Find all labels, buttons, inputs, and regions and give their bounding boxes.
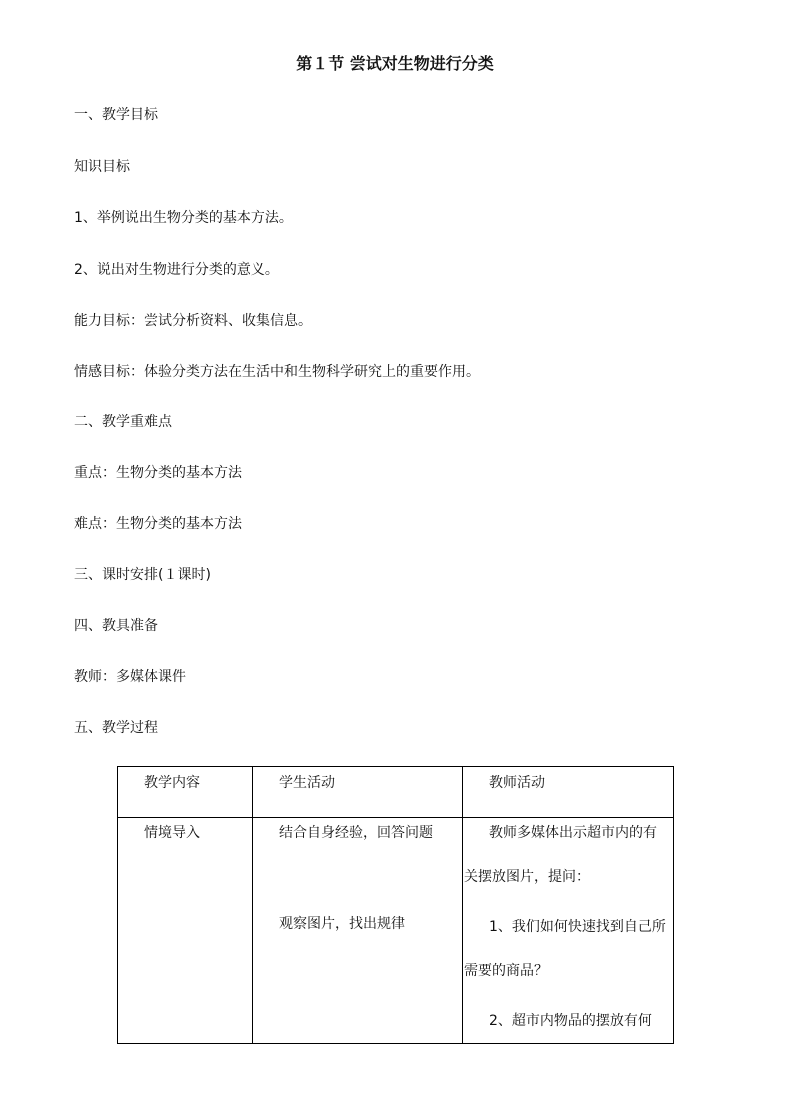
- heading-class-hours: 三、课时安排(１课时): [74, 567, 211, 583]
- document-title: 第１节 尝试对生物进行分类: [296, 54, 494, 73]
- heading-teaching-process: 五、教学过程: [74, 720, 158, 736]
- emotion-objective: 情感目标：体验分类方法在生活中和生物科学研究上的重要作用。: [74, 364, 480, 380]
- cell-teacher: [463, 818, 674, 1044]
- header-cell-student: [253, 767, 463, 818]
- header-cell-content: [118, 767, 253, 818]
- knowledge-objective-2: 2、说出对生物进行分类的意义。: [74, 262, 279, 278]
- knowledge-objective-1: 1、举例说出生物分类的基本方法。: [74, 210, 293, 226]
- header-content-label: 教学内容: [144, 775, 200, 791]
- header-teacher-label: 教师活动: [489, 775, 545, 791]
- heading-teaching-objectives: 一、教学目标: [74, 107, 158, 123]
- cell-content: [118, 818, 253, 1044]
- header-cell-teacher: [463, 767, 674, 818]
- teacher-aids: 教师：多媒体课件: [74, 669, 186, 685]
- teaching-process-table: [117, 766, 674, 1044]
- header-student-label: 学生活动: [279, 775, 335, 791]
- teacher-activity-2: 1、我们如何快速找到自己所需要的商品？: [464, 919, 666, 979]
- teacher-activity-1: 教师多媒体出示超市内的有关摆放图片，提问：: [464, 825, 657, 885]
- teacher-activity-3: 2、超市内物品的摆放有何: [489, 1013, 652, 1029]
- cell-student: [253, 818, 463, 1044]
- ability-objective: 能力目标：尝试分析资料、收集信息。: [74, 313, 312, 329]
- content-intro-label: 情境导入: [144, 825, 200, 841]
- key-point: 重点：生物分类的基本方法: [74, 465, 242, 481]
- heading-key-difficult-points: 二、教学重难点: [74, 414, 172, 430]
- table-header-row: [118, 767, 674, 818]
- heading-teaching-aids: 四、教具准备: [74, 618, 158, 634]
- student-activity-2: 观察图片，找出规律: [279, 916, 405, 932]
- student-activity-1: 结合自身经验，回答问题: [279, 825, 433, 841]
- subheading-knowledge-objectives: 知识目标: [74, 159, 130, 175]
- difficult-point: 难点：生物分类的基本方法: [74, 516, 242, 532]
- table-row: [118, 818, 674, 1044]
